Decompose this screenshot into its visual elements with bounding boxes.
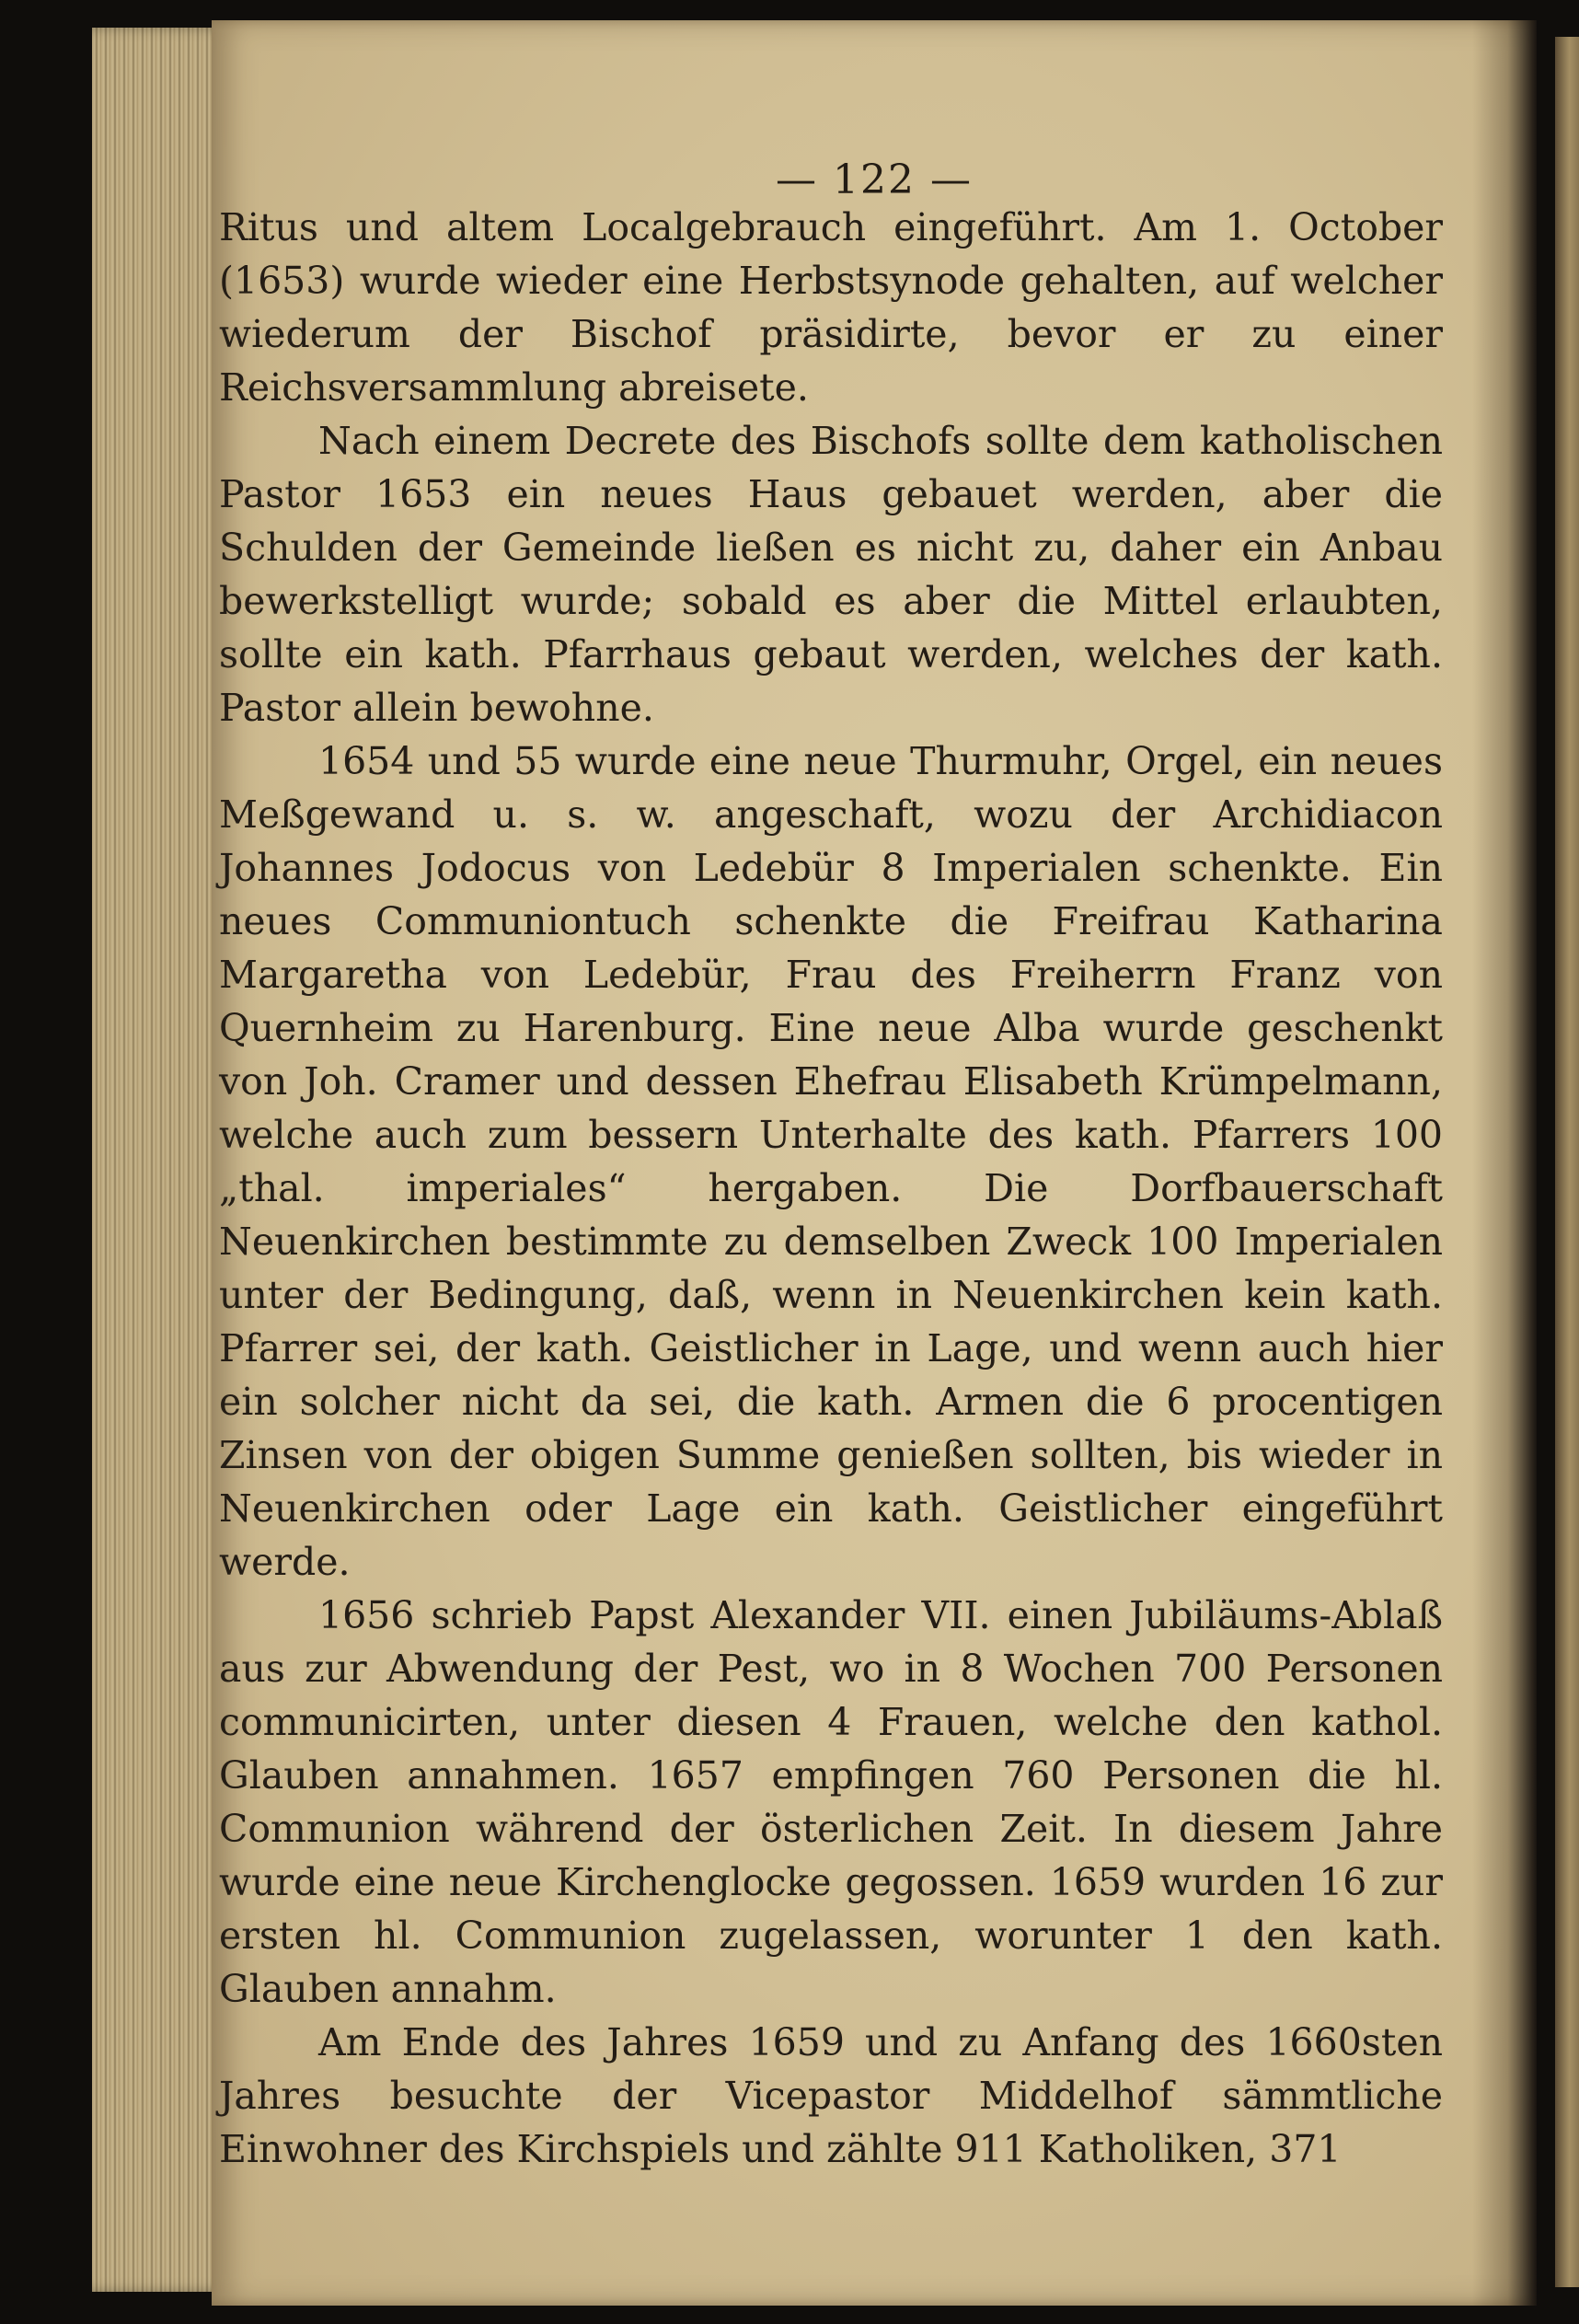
paragraph-4: 1656 schrieb Papst Alexander VII. einen Jubiläums-Ablaß aus zur Abwendung der Pest, wo in 8 Wochen 700 Personen communicirten, unter diesen 4 Frauen, welche den kathol. Glauben annahmen. 1657 empfingen 760 Personen die hl. Communion während der österlichen Zeit. In diesem Jahre wurde eine neue Kirchenglocke gegossen. 1659 wurden 16 zur ersten hl. Communion zugelassen, worunter 1 den kath. Glauben annahm. (219, 1593, 1443, 2011)
binding-gutter-shadow (1472, 20, 1537, 2306)
paragraph-3: 1654 und 55 wurde eine neue Thurmuhr, Orgel, ein neues Meßgewand u. s. w. angeschaft, wozu der Archidiacon Johannes Jodocus von Ledebür 8 Imperialen schenkte. Ein neues Communiontuch schenkte die Freifrau Katharina Margaretha von Ledebür, Frau des Freiherrn Franz von Quernheim zu Harenburg. Eine neue Alba wurde geschenkt von Joh. Cramer und dessen Ehefrau Elisabeth Krümpelmann, welche auch zum bessern Unterhalte des kath. Pfarrers 100 „thal. imperiales“ hergaben. Die Dorfbauerschaft Neuenkirchen bestimmte zu demselben Zweck 100 Imperialen unter der Bedingung, daß, wenn in Neuenkirchen kein kath. Pfarrer sei, der kath. Geistlicher in Lage, und wenn auch hier ein solcher nicht da sei, die kath. Armen die 6 procentigen Zinsen von der obigen Summe genießen sollten, bis wieder in Neuenkirchen oder Lage ein kath. Geistlicher eingeführt werde. (219, 739, 1443, 1584)
paragraph-1: Ritus und altem Localgebrauch eingeführt. Am 1. October (1653) wurde wieder eine Herbstsynode gehalten, auf welcher wiederum der Bischof präsidirte, bevor er zu einer Reichsversammlung abreisete. (219, 205, 1443, 410)
paragraph-2: Nach einem Decrete des Bischofs sollte dem katholischen Pastor 1653 ein neues Haus gebauet werden, aber die Schulden der Gemeinde ließen es nicht zu, daher ein Anbau bewerkstelligt wurde; sobald es aber die Mittel erlaubten, sollte ein kath. Pfarrhaus gebaut werden, welches der kath. Pastor allein bewohne. (219, 419, 1443, 730)
body-text (219, 201, 1443, 2176)
page-number-header: — 122 — (776, 156, 973, 203)
facing-page-edge (1555, 37, 1579, 2287)
paragraph-5: Am Ende des Jahres 1659 und zu Anfang des 1660sten Jahres besuchte der Vicepastor Middelhof sämmtliche Einwohner des Kirchspiels und zählte 911 Katholiken, 371 (219, 2020, 1443, 2171)
